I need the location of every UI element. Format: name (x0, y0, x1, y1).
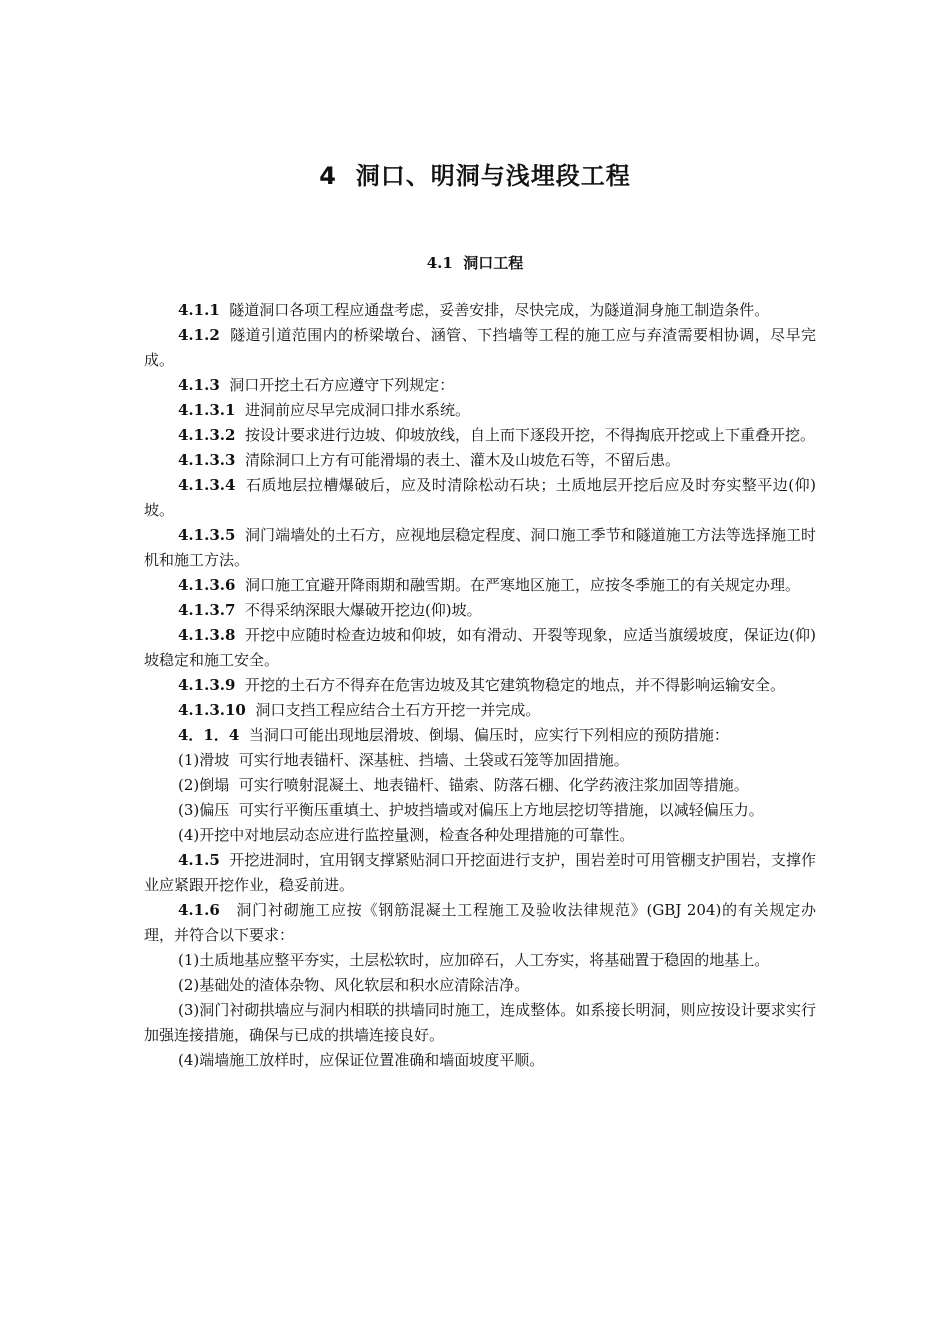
document-body (144, 298, 816, 1073)
paragraph-text: 洞口施工宜避开降雨期和融雪期。在严寒地区施工，应按冬季施工的有关规定办理。 (235, 576, 800, 594)
paragraph (144, 298, 816, 323)
paragraph (144, 323, 816, 373)
paragraph-text: 洞口支挡工程应结合土石方开挖一并完成。 (245, 701, 541, 719)
paragraph (144, 723, 816, 748)
clause-number: 4.1.3.7 (178, 601, 236, 619)
clause-number: 4.1.5 (178, 851, 220, 869)
paragraph-text: 石质地层拉槽爆破后，应及时清除松动石块；土质地层开挖后应及时夯实整平边(仰)坡。 (144, 476, 816, 519)
paragraph (144, 573, 816, 598)
paragraph-text: 开挖进洞时，宜用钢支撑紧贴洞口开挖面进行支护，围岩差时可用管棚支护围岩，支撑作业应紧跟开挖作业，稳妥前进。 (144, 851, 816, 894)
paragraph-text: (4)开挖中对地层动态应进行监控量测，检查各种处理措施的可靠性。 (178, 826, 635, 844)
paragraph-text: 洞口开挖土石方应遵守下列规定： (219, 376, 455, 394)
clause-number: 4.1.2 (178, 326, 220, 344)
paragraph (144, 423, 816, 448)
paragraph-text: 隧道引道范围内的桥梁墩台、涵管、下挡墙等工程的施工应与弃渣需要相协调，尽早完成。 (144, 326, 816, 369)
paragraph (144, 698, 816, 723)
paragraph (144, 898, 816, 948)
paragraph (144, 973, 816, 998)
paragraph (144, 398, 816, 423)
section-title: 4.1 洞口工程 (426, 254, 524, 272)
chapter-title: 4 洞口、明洞与浅埋段工程 (319, 162, 631, 190)
paragraph (144, 798, 816, 823)
paragraph-text: 洞门衬砌施工应按《钢筋混凝土工程施工及验收法律规范》(GBJ 204)的有关规定办理，并符合以下要求： (144, 901, 816, 944)
paragraph-text: (3)偏压 可实行平衡压重填土、护坡挡墙或对偏压上方地层挖切等措施，以减轻偏压力。 (178, 801, 764, 819)
clause-number: 4.1.3.2 (178, 426, 236, 444)
paragraph-text: 洞门端墙处的土石方，应视地层稳定程度、洞口施工季节和隧道施工方法等选择施工时机和施工方法。 (144, 526, 816, 569)
paragraph (144, 673, 816, 698)
clause-number: 4．1．4 (178, 726, 240, 744)
paragraph (144, 523, 816, 573)
paragraph (144, 948, 816, 973)
paragraph-text: 开挖的土石方不得弃在危害边坡及其它建筑物稳定的地点，并不得影响运输安全。 (235, 676, 785, 694)
clause-number: 4.1.3.3 (178, 451, 236, 469)
clause-number: 4.1.1 (178, 301, 220, 319)
paragraph-text: (4)端墙施工放样时，应保证位置准确和墙面坡度平顺。 (178, 1051, 545, 1069)
paragraph-text: (2)基础处的渣体杂物、风化软层和积水应清除洁净。 (178, 976, 530, 994)
paragraph-text: (1)土质地基应整平夯实，土层松软时，应加碎石，人工夯实，将基础置于稳固的地基上。 (178, 951, 770, 969)
paragraph-text: 隧道洞口各项工程应通盘考虑，妥善安排，尽快完成，为隧道洞身施工制造条件。 (219, 301, 770, 319)
clause-number: 4.1.3 (178, 376, 220, 394)
paragraph-text: 进洞前应尽早完成洞口排水系统。 (235, 401, 470, 419)
paragraph (144, 373, 816, 398)
paragraph-text: 按设计要求进行边坡、仰坡放线，自上而下逐段开挖，不得掏底开挖或上下重叠开挖。 (235, 426, 815, 444)
clause-number: 4.1.3.6 (178, 576, 236, 594)
paragraph (144, 1048, 816, 1073)
clause-number: 4.1.3.4 (178, 476, 236, 494)
paragraph-text: 不得采纳深眼大爆破开挖边(仰)坡。 (235, 601, 482, 619)
clause-number: 4.1.3.9 (178, 676, 236, 694)
paragraph (144, 823, 816, 848)
paragraph (144, 473, 816, 523)
paragraph (144, 598, 816, 623)
paragraph (144, 773, 816, 798)
paragraph (144, 623, 816, 673)
paragraph-text: 清除洞口上方有可能滑塌的表土、灌木及山坡危石等，不留后患。 (235, 451, 680, 469)
clause-number: 4.1.3.5 (178, 526, 236, 544)
paragraph-text: 当洞口可能出现地层滑坡、倒塌、偏压时，应实行下列相应的预防措施： (239, 726, 729, 744)
paragraph (144, 448, 816, 473)
clause-number: 4.1.6 (178, 901, 220, 919)
paragraph-text: (3)洞门衬砌拱墙应与洞内相联的拱墙同时施工，连成整体。如系接长明洞，则应按设计要求实行加强连接措施，确保与已成的拱墙连接良好。 (144, 1001, 816, 1044)
clause-number: 4.1.3.8 (178, 626, 236, 644)
clause-number: 4.1.3.10 (178, 701, 246, 719)
paragraph (144, 998, 816, 1048)
paragraph-text: (1)滑坡 可实行地表锚杆、深基桩、挡墙、土袋或石笼等加固措施。 (178, 751, 629, 769)
paragraph-text: (2)倒塌 可实行喷射混凝土、地表锚杆、锚索、防落石棚、化学药液注浆加固等措施。 (178, 776, 749, 794)
paragraph (144, 848, 816, 898)
paragraph-text: 开挖中应随时检查边坡和仰坡，如有滑动、开裂等现象，应适当旗缓坡度，保证边(仰)坡稳定和施工安全。 (144, 626, 816, 669)
clause-number: 4.1.3.1 (178, 401, 236, 419)
paragraph (144, 748, 816, 773)
